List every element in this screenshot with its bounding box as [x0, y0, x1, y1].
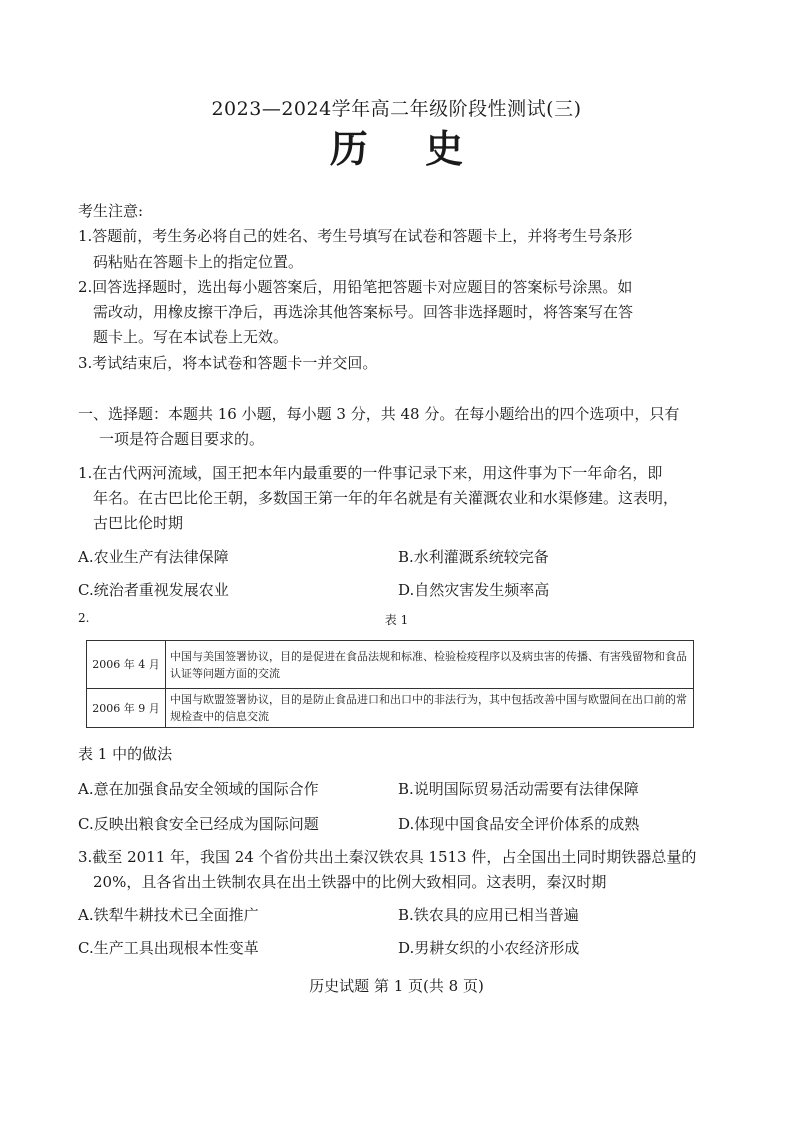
subject-title: 历 史: [329, 126, 486, 171]
q2-option-a[interactable]: A.意在加强食品安全领域的国际合作: [78, 780, 319, 798]
q3-option-a[interactable]: A.铁犁牛耕技术已全面推广: [78, 906, 259, 924]
q1-option-a[interactable]: A.农业生产有法律保障: [78, 548, 229, 566]
table-cell-date: 2006 年 4 月: [87, 641, 166, 689]
q1-stem-line-3: 古巴比伦时期: [93, 514, 184, 532]
q1-option-d[interactable]: D.自然灾害发生频率高: [398, 581, 550, 599]
q1-stem-line-1: 1.在古代两河流域，国王把本年内最重要的一件事记录下来，用这件事为下一年命名，即: [78, 464, 663, 482]
q2-number: 2.: [78, 611, 90, 625]
q1-stem-line-2: 年名。在古巴比伦王朝，多数国王第一年的年名就是有关灌溉农业和水渠修建。这表明，: [93, 489, 679, 507]
q3-stem-line-1: 3.截至 2011 年，我国 24 个省份共出土秦汉铁农具 1513 件，占全国出土同时期铁器总量的: [78, 848, 697, 866]
notice-item-2-line-3: 题卡上。写在本试卷上无效。: [93, 328, 289, 346]
page-footer: 历史试题 第 1 页(共 8 页): [309, 977, 484, 995]
table-cell-content: 中国与欧盟签署协议，目的是防止食品进口和出口中的非法行为，其中包括改善中国与欧盟间在出口前的常规检查中的信息交流: [166, 689, 694, 728]
table-cell-content: 中国与美国签署协议，目的是促进在食品法规和标准、检验检疫程序以及病虫害的传播、有害残留物和食品认证等问题方面的交流: [166, 641, 694, 689]
table-row: [87, 641, 694, 689]
q2-stem: 表 1 中的做法: [78, 745, 173, 763]
notice-item-2-line-1: 2.回答选择题时，选出每小题答案后，用铅笔把答题卡对应题目的答案标号涂黑。如: [78, 278, 633, 296]
q2-option-c[interactable]: C.反映出粮食安全已经成为国际问题: [78, 815, 319, 833]
section-1-heading: 一、选择题：本题共 16 小题，每小题 3 分，共 48 分。在每小题给出的四个选项中，只有: [78, 405, 680, 423]
q1-option-b[interactable]: B.水利灌溉系统较完备: [398, 548, 549, 566]
q2-table: [86, 640, 694, 728]
q2-option-b[interactable]: B.说明国际贸易活动需要有法律保障: [398, 780, 639, 798]
q3-option-d[interactable]: D.男耕女织的小农经济形成: [398, 939, 580, 957]
table-row: [87, 689, 694, 728]
q2-option-d[interactable]: D.体现中国食品安全评价体系的成熟: [398, 815, 640, 833]
section-1-heading-cont: 一项是符合题目要求的。: [99, 430, 265, 448]
notice-item-3-line-1: 3.考试结束后，将本试卷和答题卡一并交回。: [78, 354, 378, 372]
notice-heading: 考生注意:: [78, 202, 144, 220]
notice-item-2-line-2: 需改动，用橡皮擦干净后，再选涂其他答案标号。回答非选择题时，将答案写在答: [93, 303, 634, 321]
notice-item-1-line-1: 1.答题前，考生务必将自己的姓名、考生号填写在试卷和答题卡上，并将考生号条形: [78, 227, 633, 245]
q1-option-c[interactable]: C.统治者重视发展农业: [78, 581, 229, 599]
q3-option-b[interactable]: B.铁农具的应用已相当普遍: [398, 906, 579, 924]
q3-stem-line-2: 20%，且各省出土铁制农具在出土铁器中的比例大致相同。这表明，秦汉时期: [93, 873, 607, 891]
table-caption: 表 1: [384, 613, 409, 627]
q3-option-c[interactable]: C.生产工具出现根本性变革: [78, 939, 259, 957]
exam-title: 2023—2024学年高二年级阶段性测试(三): [211, 98, 582, 120]
table-cell-date: 2006 年 9 月: [87, 689, 166, 728]
notice-item-1-line-2: 码粘贴在答题卡上的指定位置。: [93, 253, 304, 271]
